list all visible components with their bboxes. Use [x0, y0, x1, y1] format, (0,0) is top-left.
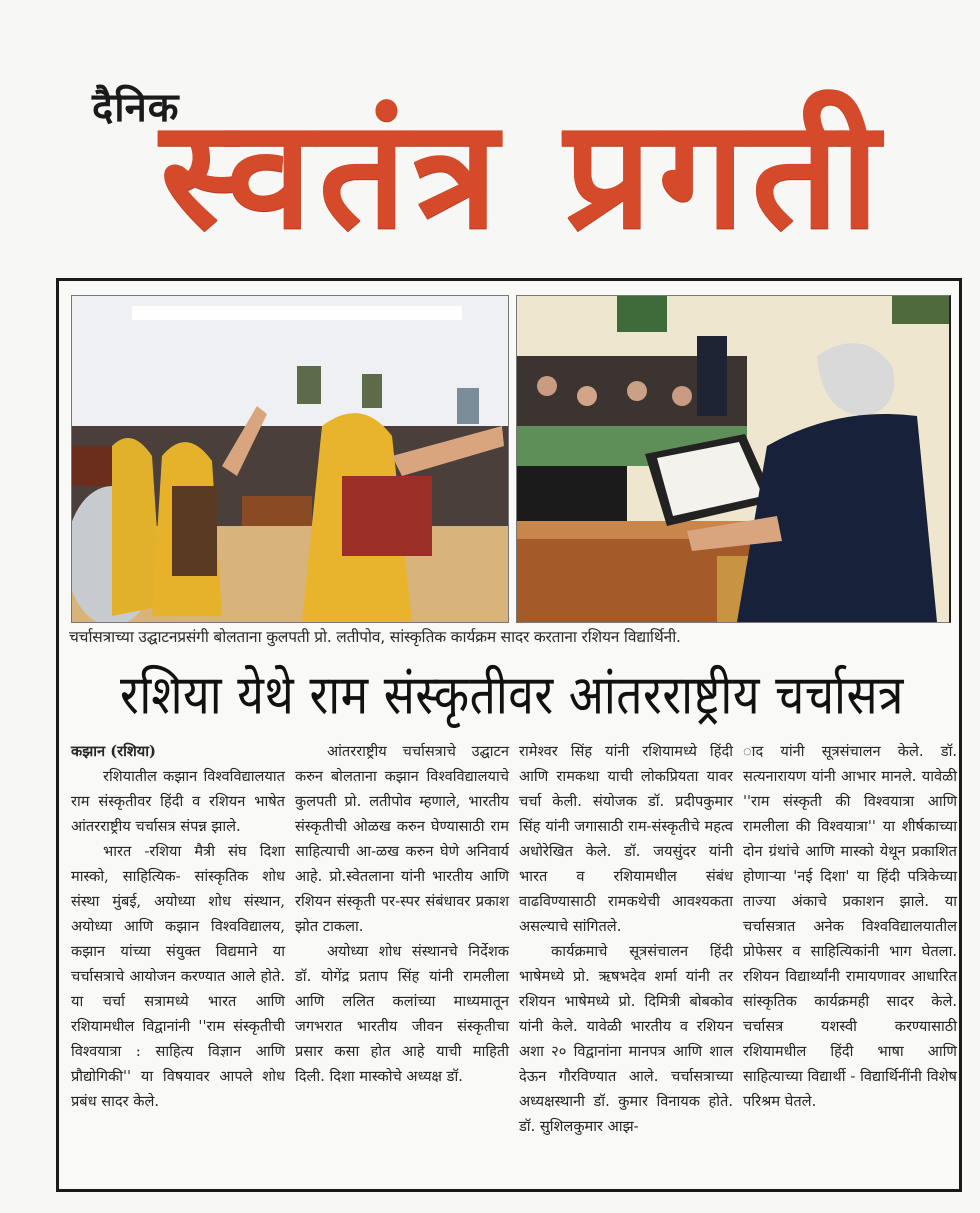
paragraph: कार्यक्रमाचे सूत्रसंचालन हिंदी भाषेमध्ये प्रो. ऋषभदेव शर्मा यांनी तर रशियन भाषेमध्ये प्रो. दिमित्री बोबकोव यांनी केले. यावेळी भारतीय व रशियन अशा २० विद्वानांना मानपत्र आणि शाल देऊन गौरविण्यात आले. चर्चासत्राच्या अध्यक्षस्थानी डॉ. कुमार विनायक होते. डॉ. सुशिलकुमार आझ-: [519, 943, 733, 1135]
article-body: [71, 739, 955, 1179]
article-column-1: [71, 739, 285, 1179]
photo-caption: चर्चासत्राच्या उद्घाटनप्रसंगी बोलताना कुलपती प्रो. लतीपोव, सांस्कृतिक कार्यक्रम सादर करताना रशियन विद्यार्थिनी.: [69, 628, 681, 646]
paragraph: ाद यांनी सूत्रसंचालन केले. डॉ. सत्यनारायण यांनी आभार मानले. यावेळी ''राम संस्कृती की विश्वयात्रा आणि रामलीला की विश्वयात्रा'' या शीर्षकाच्या दोन ग्रंथांचे आणि मास्को येथून प्रकाशित होणाऱ्या 'नई दिशा' या हिंदी पत्रिकेच्या ताज्या अंकाचे प्रकाशन झाले. या चर्चासत्रात अनेक विश्वविद्यालयातील प्रोफेसर व साहित्यिकांनी भाग घेतला. रशियन विद्यार्थ्यांनी रामायणावर आधारित सांस्कृतिक कार्यक्रमही सादर केले. चर्चासत्र यशस्वी करण्यासाठी रशियामधील हिंदी भाषा आणि साहित्याच्या विद्यार्थी - विद्यार्थिनींनी विशेष परिश्रम घेतले.: [743, 743, 957, 1110]
vice-chancellor-speech-photo: [516, 295, 951, 623]
article-column-2: [295, 739, 509, 1179]
paragraph: रशियातील कझान विश्वविद्यालयात राम संस्कृतीवर हिंदी व रशियन भाषेत आंतरराष्ट्रीय चर्चासत्र संपन्न झाले.: [71, 768, 285, 835]
paragraph: अयोध्या शोध संस्थानचे निर्देशक डॉ. योगेंद्र प्रताप सिंह यांनी रामलीला आणि ललित कलांच्या माध्यमातून जगभरात भारतीय जीवन संस्कृतीचा प्रसार कसा होत आहे याची माहिती दिली. दिशा मास्कोचे अध्यक्ष डॉ.: [295, 943, 509, 1085]
dance-scene-illustration: [72, 296, 508, 622]
paragraph: रामेश्वर सिंह यांनी रशियामध्ये हिंदी आणि रामकथा याची लोकप्रियता यावर चर्चा केली. संयोजक डॉ. प्रदीपकुमार सिंह यांनी जगासाठी राम-संस्कृतीचे महत्व अधोरेखित केले. डॉ. जयसुंदर यांनी भारत व रशियामधील संबंध वाढविण्यासाठी रामकथेची आवश्यकता असल्याचे सांगितले.: [519, 743, 733, 935]
cultural-performance-photo: [71, 295, 509, 623]
masthead: [0, 0, 980, 270]
newspaper-title: स्वतंत्र प्रगती: [160, 88, 886, 262]
paragraph: भारत -रशिया मैत्री संघ दिशा मास्को, साहित्यिक- सांस्कृतिक शोध संस्था मुंबई, अयोध्या शोध संस्थान, अयोध्या आणि कझान विश्वविद्यालय, कझान यांच्या संयुक्त विद्यमाने या चर्चासत्राचे आयोजन करण्यात आले होते. या चर्चा सत्रामध्ये भारत आणि रशियामधील विद्वानांनी ''राम संस्कृतीची विश्वयात्रा : साहित्य विज्ञान आणि प्रौद्योगिकी'' या विषयावर आपले शोध प्रबंध सादर केले.: [71, 843, 285, 1110]
masthead-prefix: दैनिक: [92, 85, 180, 131]
dateline: कझान (रशिया): [71, 743, 156, 760]
article-column-3: [519, 739, 733, 1179]
paragraph: आंतरराष्ट्रीय चर्चासत्राचे उद्घाटन करुन बोलताना कझान विश्वविद्यालयाचे कुलपती प्रो. लतीपोव म्हणाले, भारतीय संस्कृतीची ओळख करुन घेण्यासाठी राम साहित्याची आ-ळख करुन घेणे अनिवार्य आहे. प्रो.स्वेतलाना यांनी भारतीय आणि रशियन संस्कृती पर-स्पर संबंधावर प्रकाश झोत टाकला.: [295, 743, 509, 935]
article-column-4: [743, 739, 957, 1179]
headline: रशिया येथे राम संस्कृतीवर आंतरराष्ट्रीय चर्चासत्र: [120, 662, 904, 727]
article-frame: [56, 278, 962, 1192]
speech-scene-illustration: [517, 296, 949, 622]
